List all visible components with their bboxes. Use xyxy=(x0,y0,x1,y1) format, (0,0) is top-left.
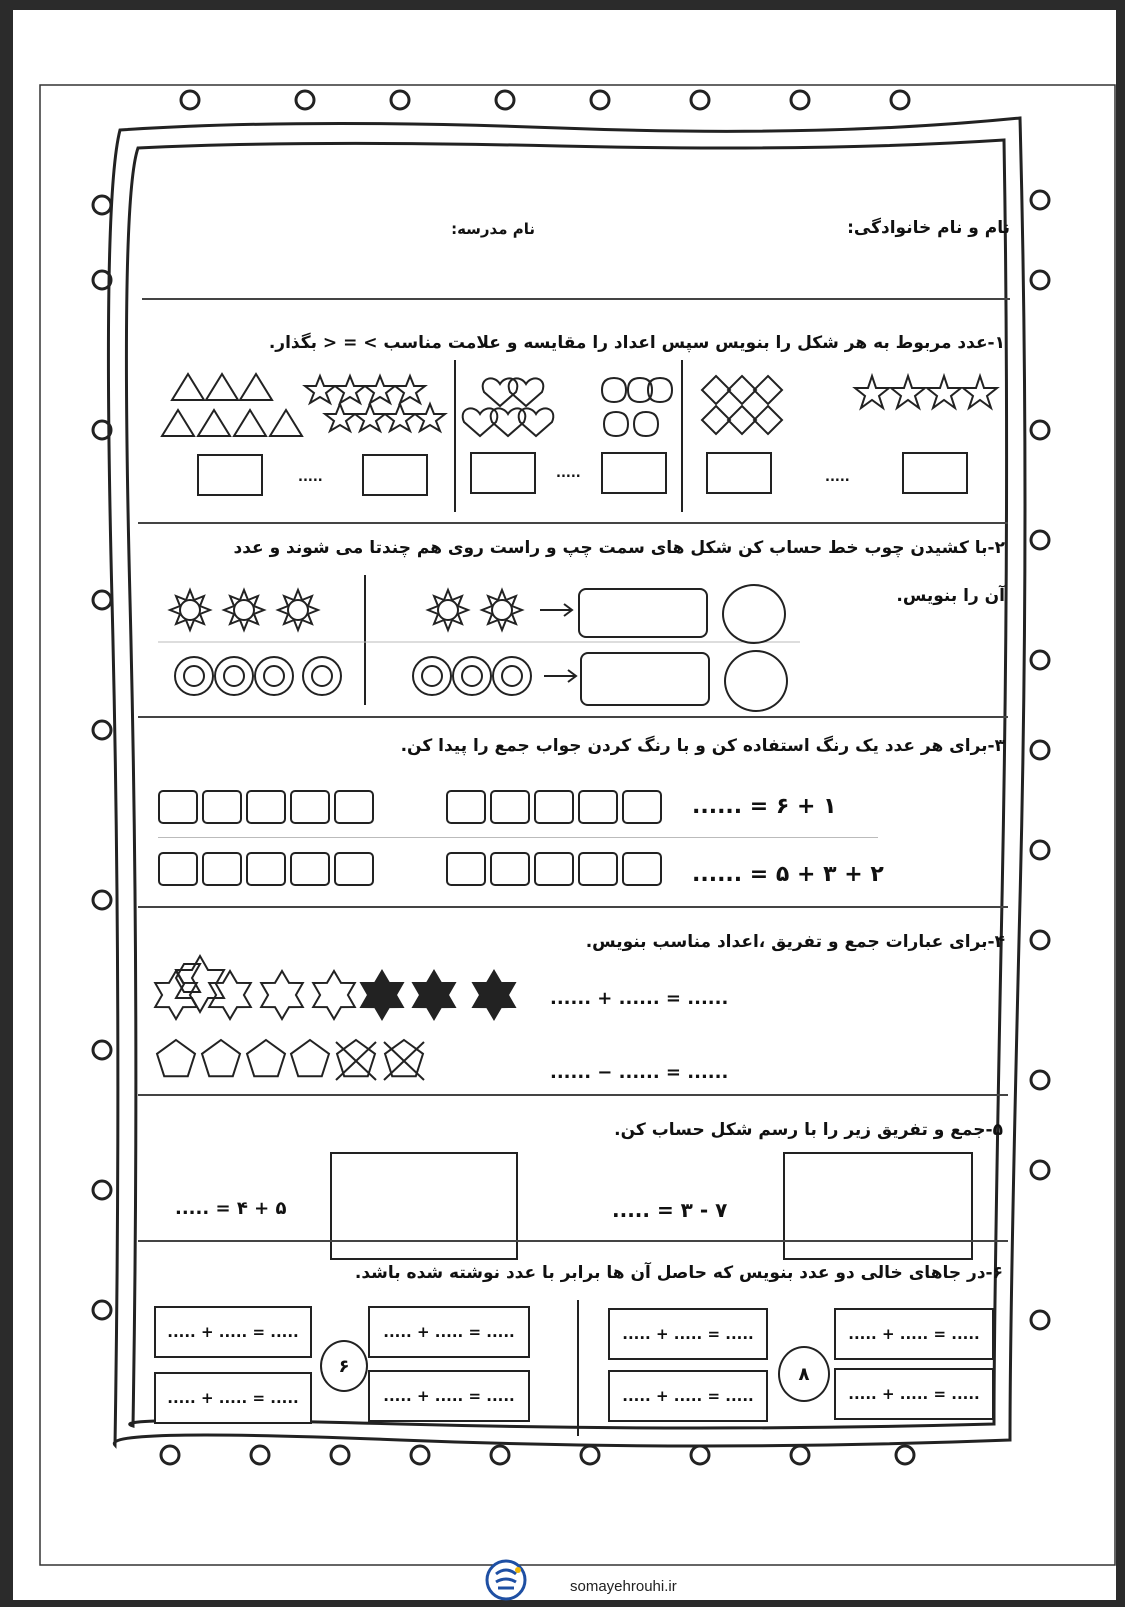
q6-blank-equation[interactable]: ..... + ..... = ..... xyxy=(608,1370,768,1422)
q4-equation-1[interactable]: ...... + ...... = ...... xyxy=(550,988,729,1009)
q5-prompt: ۵-جمع و تفریق زیر را با رسم شکل حساب کن. xyxy=(614,1120,1003,1140)
q6-prompt: ۶-در جاهای خالی دو عدد بنویس که حاصل آن ها برابر با عدد نوشته شده باشد. xyxy=(354,1263,1003,1283)
q6-blank-equation[interactable]: ..... + ..... = ..... xyxy=(834,1368,994,1420)
q6-blank-equation[interactable]: ..... + ..... = ..... xyxy=(608,1308,768,1360)
q6-target-number: ۸ xyxy=(798,1363,810,1385)
q5-equation-left[interactable]: ۵ + ۴ = ..... xyxy=(175,1198,287,1219)
q4-equation-2[interactable]: ...... − ...... = ...... xyxy=(550,1062,729,1083)
q3-equation-1: ۱ + ۶ = ...... xyxy=(692,794,837,819)
q6-blank-equation[interactable]: ..... + ..... = ..... xyxy=(834,1308,994,1360)
q1-prompt: ۱-عدد مربوط به هر شکل را بنویس سپس اعداد را مقایسه و علامت مناسب > = < بگذار. xyxy=(268,333,1005,353)
q3-equation-2: ۲ + ۳ + ۵ = ...... xyxy=(692,862,884,887)
q6-target-number: ۶ xyxy=(338,1355,350,1377)
q3-prompt: ۳-برای هر عدد یک رنگ استفاده کن و با رنگ کردن جواب جمع را پیدا کن. xyxy=(400,736,1005,756)
q1-compare-blank[interactable]: ..... xyxy=(825,470,850,485)
q5-equation-right[interactable]: ۷ - ۳ = ..... xyxy=(612,1198,728,1222)
q2-prompt: ۲-با کشیدن چوب خط حساب کن شکل های سمت چپ و راست روی هم چندتا می شوند و عدد xyxy=(233,538,1005,558)
q6-blank-equation[interactable]: ..... + ..... = ..... xyxy=(154,1306,312,1358)
q2-prompt-continued: آن را بنویس. xyxy=(896,586,1005,606)
q6-blank-equation[interactable]: ..... + ..... = ..... xyxy=(368,1306,530,1358)
q1-compare-blank[interactable]: ..... xyxy=(556,466,581,481)
q1-compare-blank[interactable]: ..... xyxy=(298,470,323,485)
brand-logo-icon xyxy=(484,1558,530,1602)
q6-blank-equation[interactable]: ..... + ..... = ..... xyxy=(368,1370,530,1422)
student-name-label: نام و نام خانوادگی: xyxy=(847,218,1010,238)
q6-blank-equation[interactable]: ..... + ..... = ..... xyxy=(154,1372,312,1424)
footer-site[interactable]: somayehrouhi.ir xyxy=(570,1578,677,1595)
q4-prompt: ۴-برای عبارات جمع و تفریق ،اعداد مناسب بنویس. xyxy=(585,932,1005,952)
school-name-label: نام مدرسه: xyxy=(451,220,535,238)
